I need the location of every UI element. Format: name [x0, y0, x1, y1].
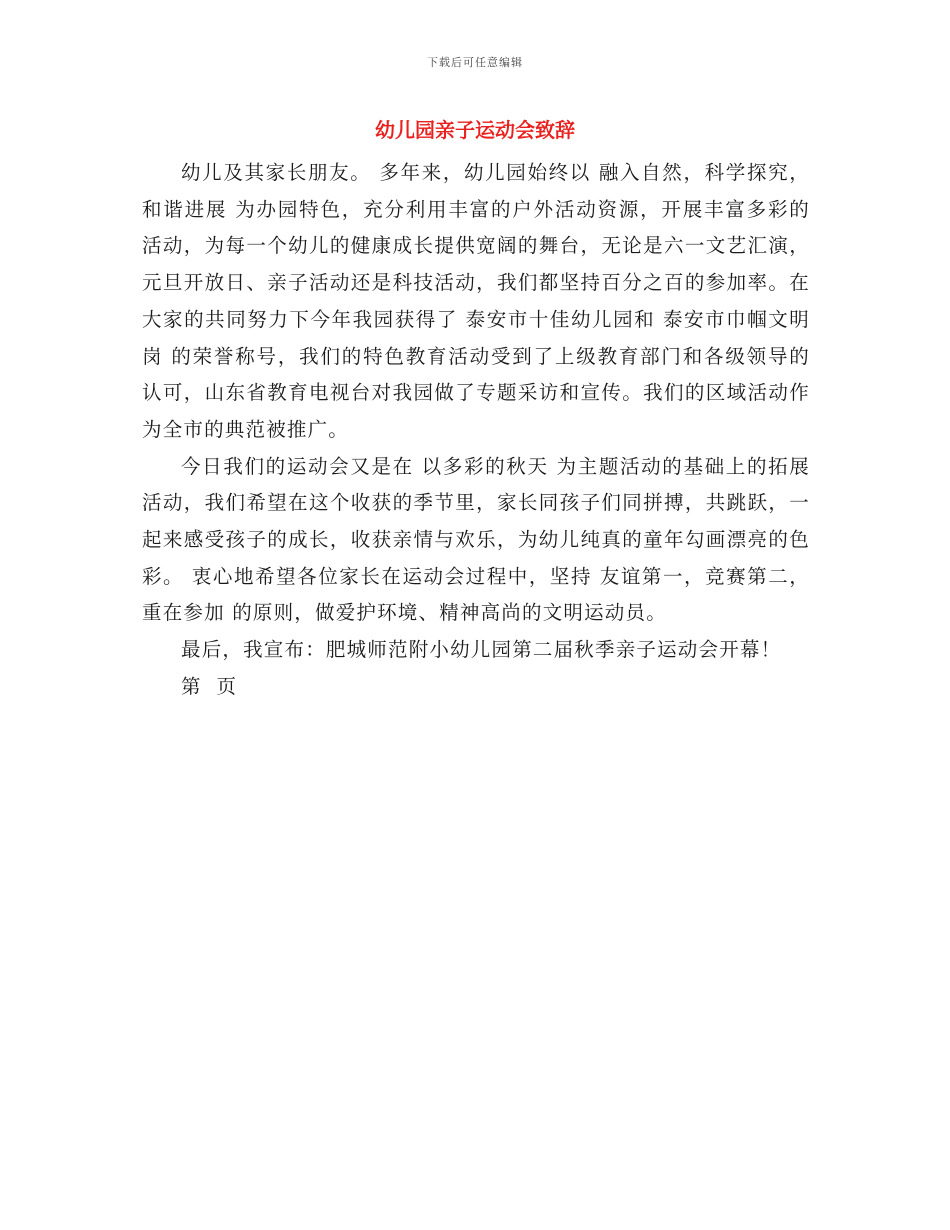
- page-marker: 第 页: [181, 674, 238, 698]
- paragraph-intro: 幼儿及其家长朋友。 多年来，幼儿园始终以 融入自然，科学探究，和谐进展 为办园特色，充分利用丰富的户外活动资源，开展丰富多彩的活动，为每一个幼儿的健康成长提供宽阔的舞台，无论是六一文艺汇演，元旦开放日、亲子活动还是科技活动，我们都坚持百分之百的参加率。在大家的共同努力下今年我园获得了 泰安市十佳幼儿园和 泰安市巾帼文明岗 的荣誉称号，我们的特色教育活动受到了上级教育部门和各级领导的认可，山东省教育电视台对我园做了专题采访和宣传。我们的区域活动作为全市的典范被推广。: [142, 161, 810, 441]
- document-title: 幼儿园亲子运动会致辞: [375, 118, 575, 142]
- paragraph-sports-meet: 今日我们的运动会又是在 以多彩的秋天 为主题活动的基础上的拓展活动，我们希望在这个收获的季节里，家长同孩子们同拼搏，共跳跃，一起来感受孩子的成长，收获亲情与欢乐，为幼儿纯真的童年勾画漂亮的色彩。 衷心地希望各位家长在运动会过程中，坚持 友谊第一，竞赛第二，重在参加 的原则，做爱护环境、精神高尚的文明运动员。: [142, 454, 810, 625]
- document-body: [142, 155, 810, 706]
- header-note: 下载后可任意编辑: [427, 56, 523, 69]
- paragraph-opening-declaration: 最后，我宣布：肥城师范附小幼儿园第二届秋季亲子运动会开幕！: [181, 638, 782, 662]
